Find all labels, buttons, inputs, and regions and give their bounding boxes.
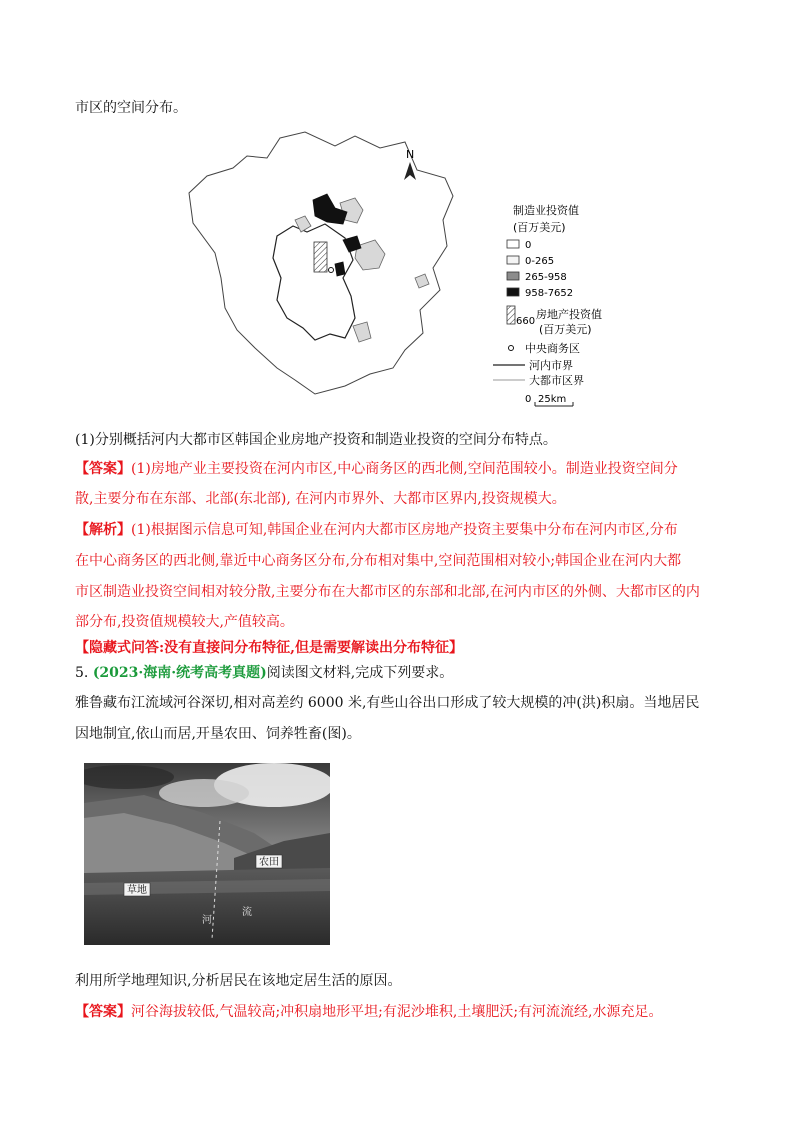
cbd-marker [329,268,334,273]
photo-label-grassland: 草地 [127,885,147,896]
legend-hanoi-boundary: 河内市界 [529,359,573,372]
mfg-area-dark-3 [335,262,345,276]
hanoi-investment-map [185,128,625,418]
q1-analysis-line-2: 在中心商务区的西北侧,靠近中心商务区分布,分布相对集中,空间范围相对较小;韩国企业在河内大都 [75,553,682,569]
scale-zero: 0 [525,394,532,405]
q1-analysis-line-4: 部分布,投资值规模较大,产值较高。 [75,614,294,630]
photo-label-river-2: 流 [242,907,252,918]
legend-item-3: 958-7652 [525,288,574,299]
hidden-note: 【隐藏式问答:没有直接问分布特征,但是需要解读出分布特征】 [75,640,464,656]
north-label: N [406,148,415,161]
realestate-bar [314,242,327,272]
mfg-area-light-5 [415,274,429,288]
q1-analysis-tag: 【解析】 [75,522,131,538]
q1-answer-tag: 【答案】 [75,461,131,477]
q1-analysis-line-1: 【解析】(1)根据图示信息可知,韩国企业在河内大都市区房地产投资主要集中分布在河内市区,分布 [75,522,678,538]
intro-line: 市区的空间分布。 [75,100,187,116]
q1-question: (1)分别概括河内大都市区韩国企业房地产投资和制造业投资的空间分布特点。 [75,432,557,448]
legend-metro-boundary: 大都市区界 [529,374,584,387]
q1-answer-line-1: 【答案】(1)房地产业主要投资在河内市区,中心商务区的西北侧,空间范围较小。制造业投资空间分 [75,461,678,477]
legend-item-2: 265-958 [525,272,567,283]
q5-answer: 【答案】河谷海拔较低,气温较高;冲积扇地形平坦;有泥沙堆积,土壤肥沃;有河流流经,水源充足。 [75,1004,663,1020]
q1-answer-line-2: 散,主要分布在东部、北部(东北部), 在河内市界外、大都市区界内,投资规模大。 [75,491,566,507]
q5-material-line-2: 因地制宜,依山而居,开垦农田、饲养牲畜(图)。 [75,726,361,742]
q5-answer-tag: 【答案】 [75,1004,131,1020]
photo-label-farmland: 农田 [259,857,279,868]
q5-source: (2023·海南·统考高考真题) [92,665,267,681]
legend-realestate-label-2: (百万美元) [539,323,592,336]
mfg-area-light-3 [295,216,311,232]
mfg-area-light-4 [353,322,371,342]
legend-cbd: 中央商务区 [525,342,580,355]
legend-realestate-value: 660 [516,316,536,327]
map-legend [493,203,602,406]
q5-question: 利用所学地理知识,分析居民在该地定居生活的原因。 [75,973,402,989]
photo-label-river-1: 河 [202,915,212,926]
legend-item-0: 0 [525,240,532,251]
scale-label: 25km [538,394,567,405]
q5-material-line-1: 雅鲁藏布江流域河谷深切,相对高差约 6000 米,有些山谷出口形成了较大规模的冲(洪)积扇。当地居民 [75,695,700,711]
q5-instruction: 阅读图文材料,完成下列要求。 [266,665,454,681]
q5-header [75,663,735,683]
q5-number: 5. [75,665,89,681]
legend-title-1: 制造业投资值 [513,204,579,217]
legend-realestate-label-1: 房地产投资值 [536,308,602,321]
valley-photo [84,763,330,945]
legend-title-2: (百万美元) [513,221,566,234]
legend-item-1: 0-265 [525,256,555,267]
q1-analysis-line-3: 市区制造业投资空间相对较分散,主要分布在大都市区的东部和北部,在河内市区的外侧、大都市区的内 [75,584,700,600]
hanoi-boundary [273,224,355,340]
